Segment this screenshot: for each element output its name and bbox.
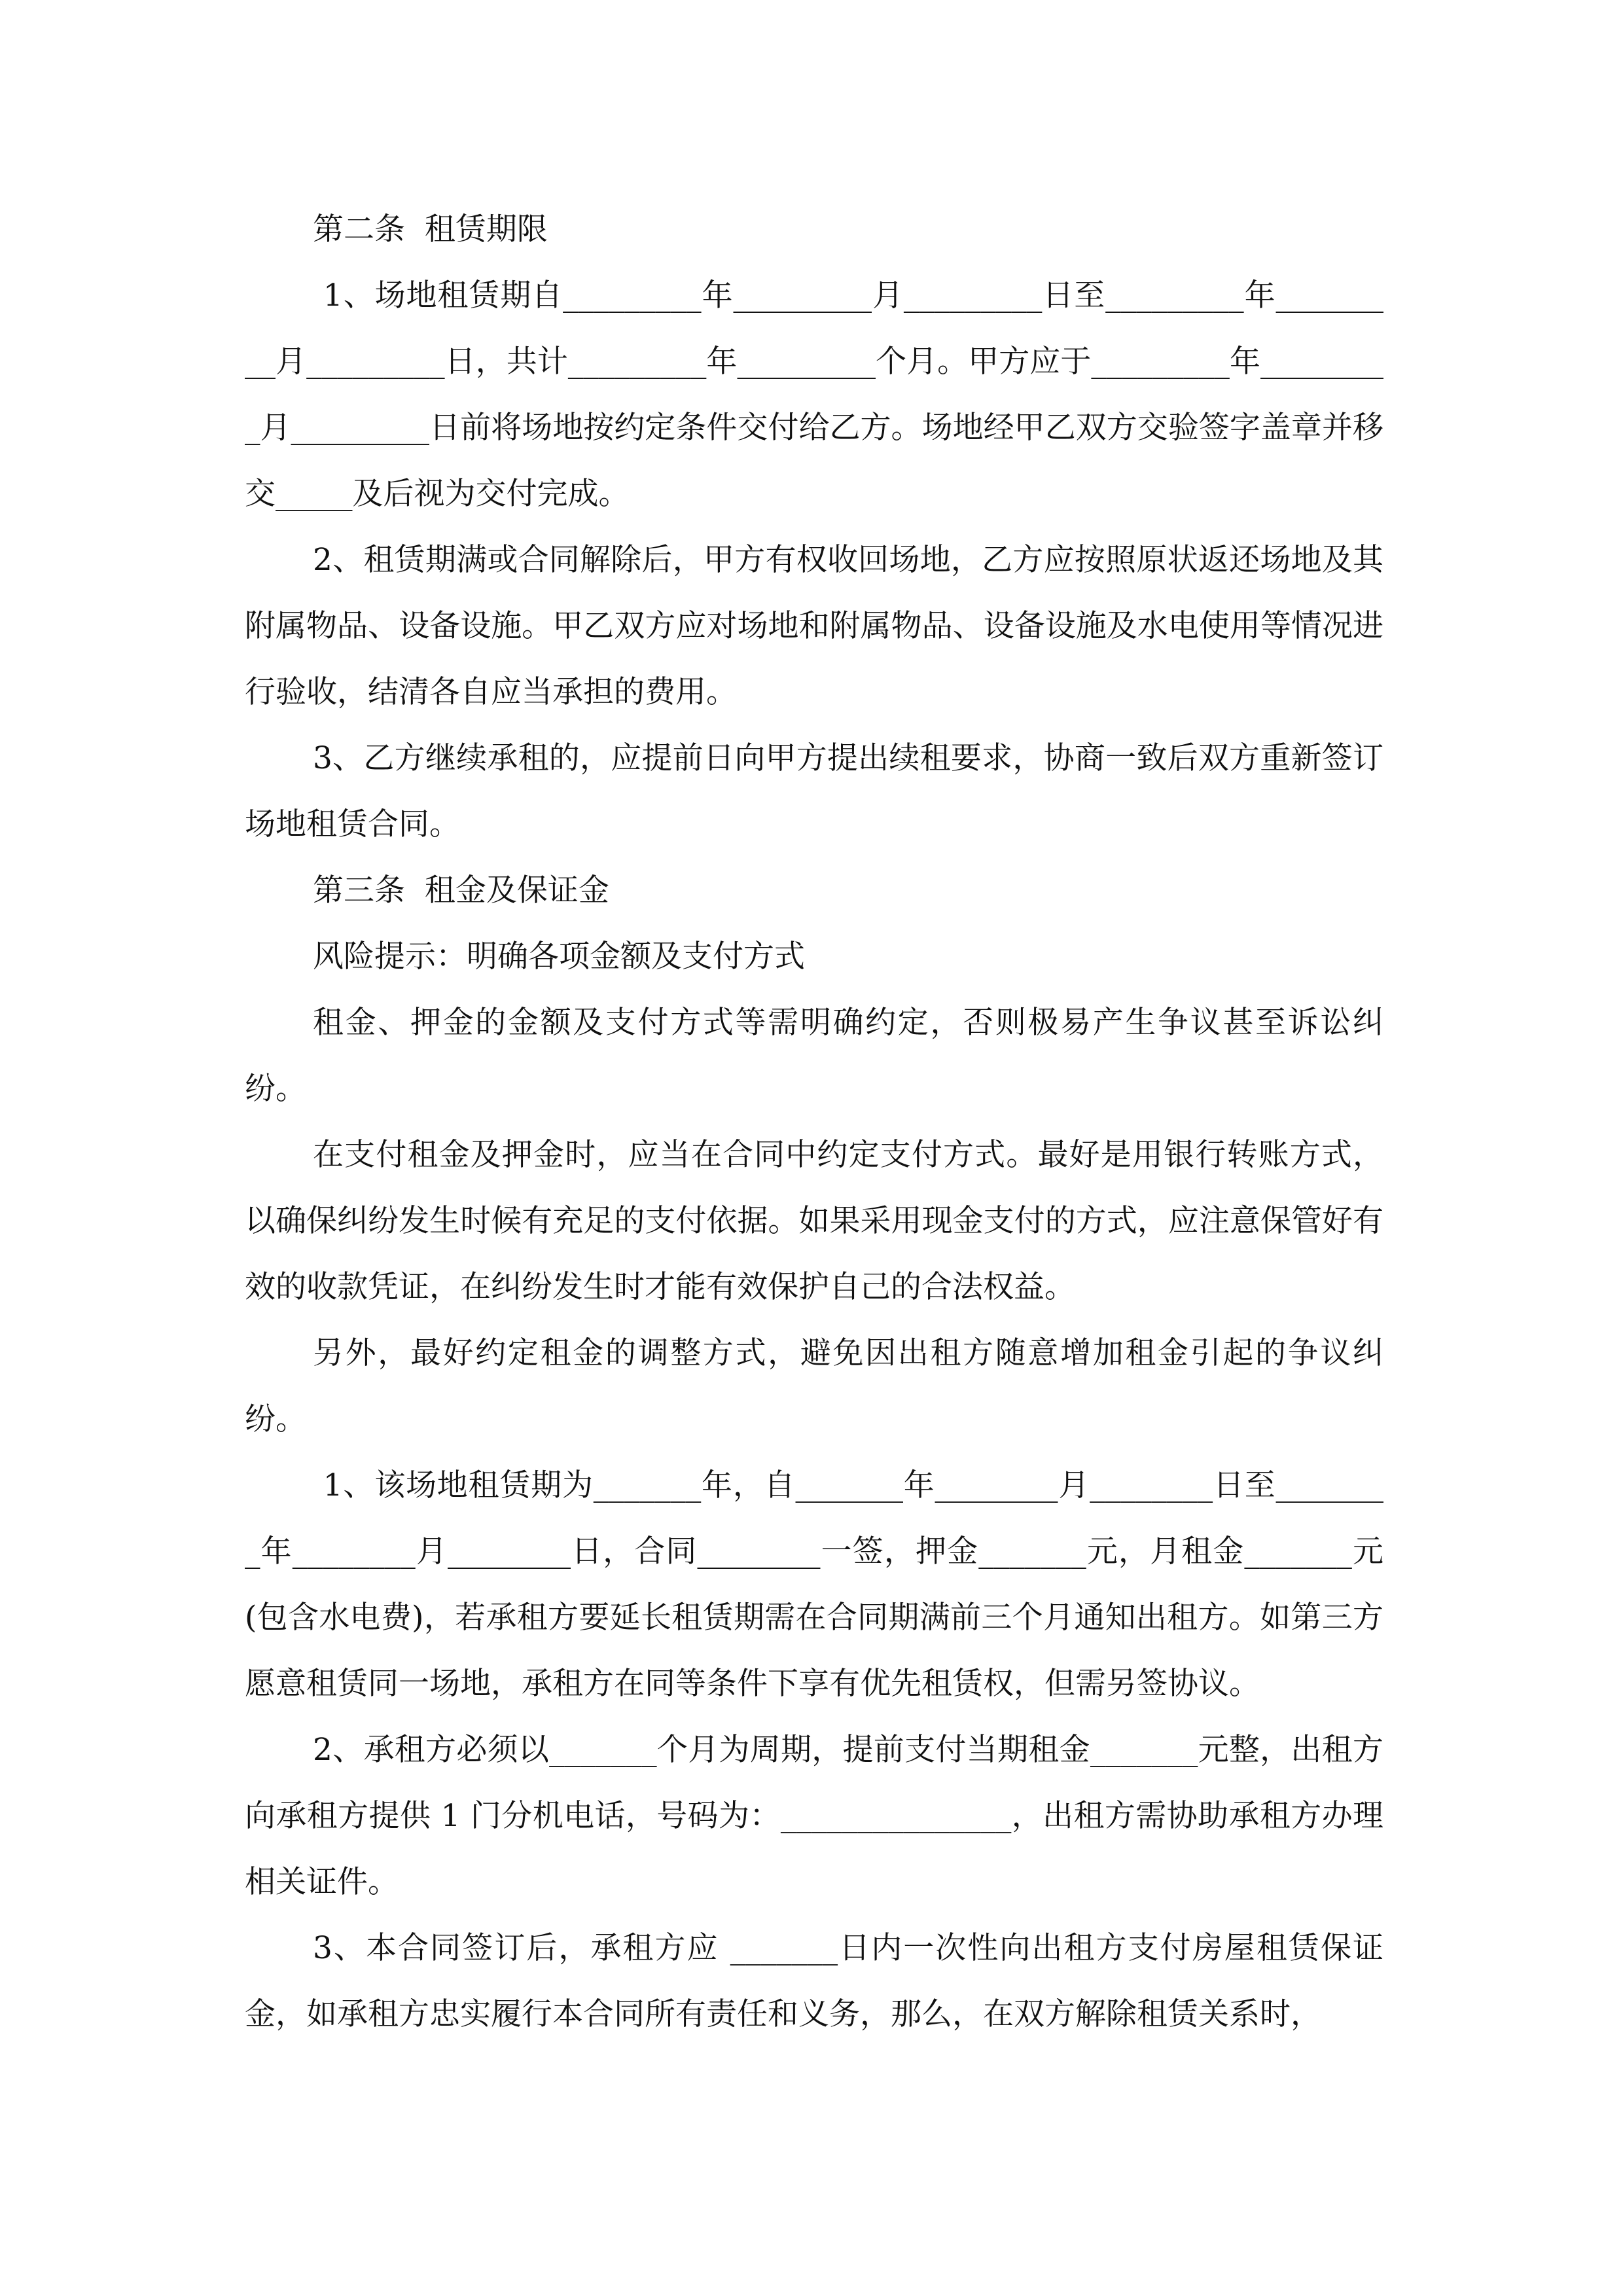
article-3-heading: 第三条 租金及保证金: [313, 872, 609, 908]
risk-tip-paragraph-1: 租金、押金的金额及支付方式等需明确约定，否则极易产生争议甚至诉讼纠纷。: [245, 1005, 1383, 1107]
article-2-clause-1: 1、场地租赁期自_________年_________月_________日至_________年_________月_________日，共计_________年_________个月。甲方应于_________年_________月_________日前将场地按约定条件交付给乙方。场地经甲乙双方交验签字盖章并移交_____及后视为交付完成。: [245, 278, 1383, 512]
article-3-clause-3: 3、本合同签订后，承租方应 _______日内一次性向出租方支付房屋租赁保证金，如承租方忠实履行本合同所有责任和义务，那么，在双方解除租赁关系时，: [245, 1930, 1383, 2032]
risk-tip-paragraph-3: 另外，最好约定租金的调整方式，避免因出租方随意增加租金引起的争议纠纷。: [245, 1335, 1383, 1437]
article-3-clause-1: 1、该场地租赁期为_______年，自_______年________月________日至________年________月________日，合同________一签，押金_______元，月租金_______元(包含水电费)，若承租方要延长租赁期需在合同期满前三个月通知出租方。如第三方愿意租赁同一场地，承租方在同等条件下享有优先租赁权，但需另签协议。: [245, 1467, 1383, 1702]
article-3-clause-2: 2、承租方必须以_______个月为周期，提前支付当期租金_______元整，出租方向承租方提供 1 门分机电话，号码为：_______________，出租方需协助承租方办理相关证件。: [245, 1732, 1383, 1900]
risk-tip-heading: 风险提示：明确各项金额及支付方式: [313, 939, 805, 975]
article-2-clause-3: 3、乙方继续承租的，应提前日向甲方提出续租要求，协商一致后双方重新签订场地租赁合同。: [245, 740, 1383, 842]
document-page: [245, 196, 1383, 2047]
article-2-clause-2: 2、租赁期满或合同解除后，甲方有权收回场地，乙方应按照原状返还场地及其附属物品、设备设施。甲乙双方应对场地和附属物品、设备设施及水电使用等情况进行验收，结清各自应当承担的费用。: [245, 542, 1383, 710]
article-2-heading: 第二条 租赁期限: [313, 211, 548, 247]
risk-tip-paragraph-2: 在支付租金及押金时，应当在合同中约定支付方式。最好是用银行转账方式，以确保纠纷发生时候有充足的支付依据。如果采用现金支付的方式，应注意保管好有效的收款凭证，在纠纷发生时才能有效保护自己的合法权益。: [245, 1137, 1383, 1305]
